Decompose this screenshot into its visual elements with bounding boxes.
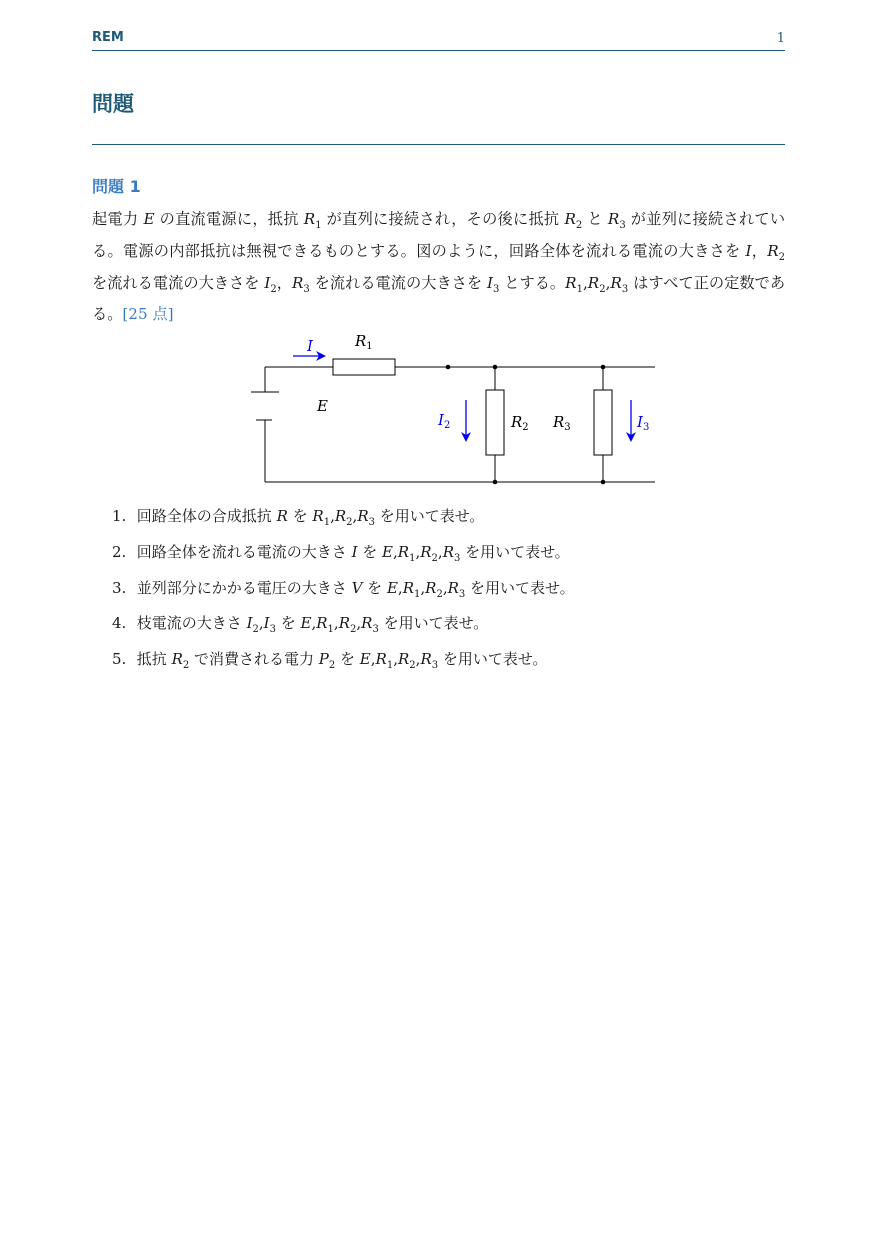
question-item: 2. 回路全体を流れる電流の大きさ I を $E,R_1,R_2,R_3$ を用いて表せ。: [112, 542, 570, 564]
resistor-r1: [333, 359, 395, 375]
junction-dot: [493, 365, 498, 370]
junction-dot: [446, 365, 451, 370]
running-header: [92, 30, 785, 51]
junction-dot: [601, 365, 606, 370]
problem-statement: 起電力 E の直流電源に，抵抗 $R_1$ が直列に接続され，その後に抵抗 $R_2$ と $R_3$ が並列に接続されている。電源の内部抵抗は無視できるものとする。図のように，回路全体を流れる電流の大きさを I，$R_2$ を流れる電流の大きさを $I_2$，$R_3$ を流れる電流の大きさを $I_3$ とする。$R_1,R_2,R_3$ はすべて正の定数である。[25 点]: [92, 210, 786, 324]
label-r2: $R_2$: [511, 413, 529, 433]
label-i: I: [307, 337, 313, 355]
label-i3: $I_3$: [637, 413, 650, 433]
label-r3: $R_3$: [553, 413, 571, 433]
resistor-r2: [486, 390, 504, 455]
label-i2: $I_2$: [438, 411, 451, 431]
junction-dot: [601, 480, 606, 485]
question-item: 5. 抵抗 $R_2$ で消費される電力 $P_2$ を $E,R_1,R_2,R_3$ を用いて表せ。: [112, 650, 548, 672]
label-r1: $R_1$: [355, 332, 373, 352]
question-item: 1. 回路全体の合成抵抗 R を $R_1,R_2,R_3$ を用いて表せ。: [112, 507, 485, 528]
junction-dot: [493, 480, 498, 485]
circuit-diagram: [222, 326, 662, 492]
points-label: [25 点]: [122, 305, 174, 324]
problem-title: 問題 1: [92, 177, 141, 196]
question-item: 3. 並列部分にかかる電圧の大きさ V を $E,R_1,R_2,R_3$ を用いて表せ。: [112, 578, 575, 600]
question-list: [112, 504, 772, 683]
label-e: E: [317, 397, 328, 415]
question-item: 4. 枝電流の大きさ $I_2,I_3$ を $E,R_1,R_2,R_3$ を用いて表せ。: [112, 614, 489, 636]
section-divider: [92, 144, 785, 145]
page-number: 1: [776, 31, 785, 46]
header-title: REM: [92, 30, 124, 45]
resistor-r3: [594, 390, 612, 455]
section-title: 問題: [92, 92, 134, 116]
